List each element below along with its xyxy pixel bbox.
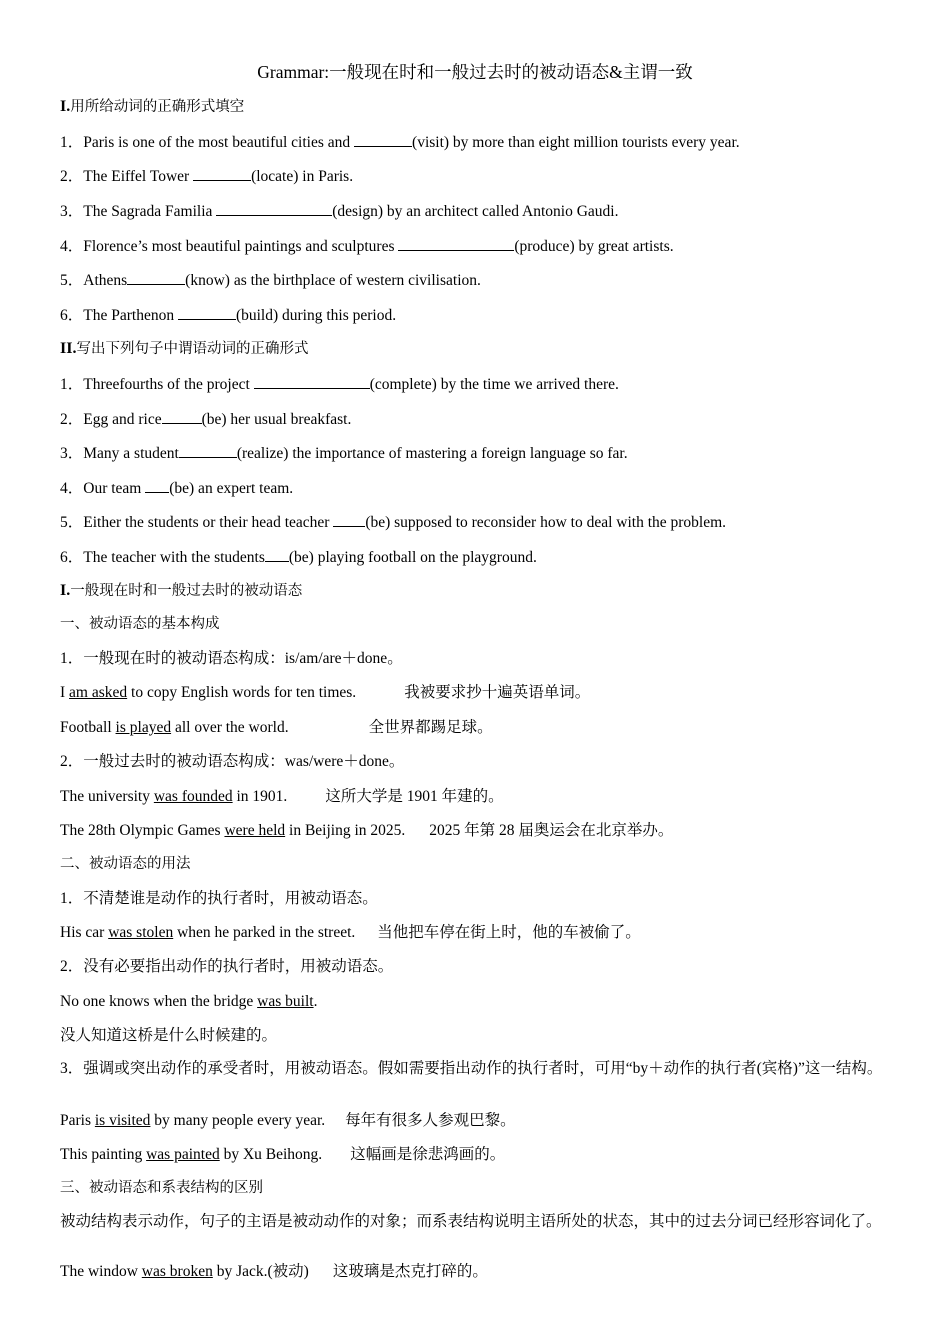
text-line (60, 1263, 892, 1280)
text-run: The 28th Olympic Games (60, 822, 225, 839)
text-run: 每年有很多人参观巴黎。 (345, 1112, 516, 1129)
answer-blank (333, 513, 365, 527)
text-run: 5．Athens (60, 272, 128, 289)
text-line (60, 202, 892, 220)
text-run: (realize) the importance of mastering a foreign language so far. (236, 445, 628, 462)
text-run: 一般现在时和一般过去时的被动语态 (70, 583, 303, 599)
section-heading (60, 340, 892, 358)
text-run: 4．Our team (60, 480, 146, 497)
text-line (60, 1112, 892, 1129)
text-line (60, 271, 892, 289)
text-line (60, 410, 892, 428)
text-line (60, 753, 892, 770)
text-run: (be) supposed to reconsider how to deal with the problem. (365, 514, 727, 531)
text-run: The university (60, 788, 154, 805)
text-run: 4．Florence’s most beautiful paintings and sculptures (60, 238, 399, 255)
text-line (60, 993, 892, 1010)
text-run: by Jack.(被动) (212, 1263, 309, 1280)
text-line (60, 444, 892, 462)
text-run: (locate) in Paris. (251, 168, 354, 185)
text-run: by many people every year. (150, 1112, 326, 1129)
text-run: 2．没有必要指出动作的执行者时，用被动语态。 (60, 958, 394, 975)
text-run: in Beijing in 2025. (285, 822, 406, 839)
text-run: 1．Paris is one of the most beautiful cities and (60, 134, 355, 151)
answer-blank (216, 202, 332, 216)
answer-blank (145, 479, 169, 493)
text-run: 6．The Parthenon (60, 307, 178, 324)
text-run: 2．The Eiffel Tower (60, 168, 194, 185)
text-run: 这幅画是徐悲鸿画的。 (350, 1146, 506, 1163)
answer-blank (354, 133, 412, 147)
underlined-verb: is played (115, 719, 172, 736)
text-run: 用所给动词的正确形式填空 (70, 99, 245, 115)
text-run: 被动结构表示动作，句子的主语是被动动作的对象；而系表结构说明主语所处的状态，其中的过去分词已经形容词化了。 (60, 1213, 882, 1230)
text-line (60, 1213, 892, 1230)
text-line (60, 375, 892, 393)
answer-blank (179, 444, 237, 458)
text-run: in 1901. (232, 788, 288, 805)
text-line (60, 479, 892, 497)
text-line (60, 548, 892, 566)
text-run: by Xu Beihong. (219, 1146, 323, 1163)
text-line (60, 650, 892, 667)
text-run: (be) an expert team. (169, 480, 294, 497)
text-run: 当他把车停在街上时，他的车被偷了。 (377, 924, 641, 941)
section-heading (60, 616, 892, 633)
answer-blank (178, 306, 236, 320)
text-run: 这所大学是 1901 年建的。 (325, 788, 504, 805)
text-run: 2．Egg and rice (60, 411, 162, 428)
text-run: to copy English words for ten times. (127, 684, 357, 701)
section-heading (60, 1180, 892, 1197)
text-run: Paris (60, 1112, 95, 1129)
text-line (60, 237, 892, 255)
text-run: (design) by an architect called Antonio Gaudi. (332, 203, 619, 220)
heading-numeral: I. (60, 98, 71, 115)
text-run: 1．不清楚谁是动作的执行者时，用被动语态。 (60, 890, 378, 907)
text-run: 3．Many a student (60, 445, 179, 462)
text-line (60, 719, 892, 736)
text-run: 全世界都踢足球。 (368, 719, 493, 736)
text-run: (produce) by great artists. (514, 238, 674, 255)
text-run: 3．强调或突出动作的承受者时，用被动语态。假如需要指出动作的执行者时，可用“by＋动作的执行者(宾格)”这一结构。 (60, 1060, 883, 1077)
underlined-verb: was broken (141, 1263, 213, 1280)
text-run: 5．Either the students or their head teacher (60, 514, 334, 531)
text-run: This painting (60, 1146, 147, 1163)
text-run: 二、被动语态的用法 (60, 856, 191, 872)
text-line (60, 1060, 892, 1077)
text-run: Football (60, 719, 116, 736)
text-run: His car (60, 924, 109, 941)
text-run: I (60, 684, 70, 701)
page-title: Grammar:一般现在时和一般过去时的被动语态&主谓一致 (257, 62, 693, 82)
text-run: when he parked in the street. (173, 924, 356, 941)
underlined-verb: is visited (94, 1112, 151, 1129)
section-heading (60, 856, 892, 873)
text-line (60, 133, 892, 151)
underlined-verb: was founded (153, 788, 233, 805)
text-run: all over the world. (171, 719, 289, 736)
text-run: (build) during this period. (235, 307, 397, 324)
answer-blank (265, 548, 289, 562)
text-run: 一、被动语态的基本构成 (60, 616, 220, 632)
text-line (60, 924, 892, 941)
text-run: The window (60, 1263, 142, 1280)
text-line (60, 788, 892, 805)
answer-blank (193, 167, 251, 181)
text-line (60, 1146, 892, 1163)
text-line (60, 167, 892, 185)
text-line (60, 684, 892, 701)
text-run: (know) as the birthplace of western civilisation. (185, 272, 481, 289)
heading-numeral: II. (60, 340, 77, 357)
answer-blank (398, 237, 514, 251)
text-run: 2．一般过去时的被动语态构成：was/were＋done。 (60, 753, 405, 770)
text-run: (be) playing football on the playground. (288, 549, 537, 566)
answer-blank (254, 375, 370, 389)
text-run: 三、被动语态和系表结构的区别 (60, 1180, 263, 1196)
text-line (60, 890, 892, 907)
answer-blank (127, 271, 185, 285)
text-line (60, 306, 892, 324)
text-run: 3．The Sagrada Familia (60, 203, 217, 220)
underlined-verb: was stolen (108, 924, 174, 941)
text-run: 6．The teacher with the students (60, 549, 265, 566)
text-line (60, 1027, 892, 1044)
heading-numeral: I. (60, 582, 71, 599)
text-run: . (313, 993, 318, 1010)
text-run: 没人知道这桥是什么时候建的。 (60, 1027, 278, 1044)
text-line (60, 822, 892, 839)
text-run: (visit) by more than eight million tourists every year. (412, 134, 740, 151)
text-run: No one knows when the bridge (60, 993, 258, 1010)
text-line (60, 958, 892, 975)
text-run: 这玻璃是杰克打碎的。 (332, 1263, 488, 1280)
section-heading (60, 582, 892, 600)
text-run: 1．一般现在时的被动语态构成：is/am/are＋done。 (60, 650, 403, 667)
underlined-verb: were held (224, 822, 286, 839)
answer-blank (162, 410, 202, 424)
underlined-verb: am asked (69, 684, 128, 701)
section-heading (60, 98, 892, 116)
text-run: 我被要求抄十遍英语单词。 (404, 684, 591, 701)
underlined-verb: was built (257, 993, 314, 1010)
text-run: (be) her usual breakfast. (201, 411, 352, 428)
text-run: 2025 年第 28 届奥运会在北京举办。 (429, 822, 674, 839)
underlined-verb: was painted (146, 1146, 220, 1163)
text-line (60, 513, 892, 531)
text-run: 写出下列句子中谓语动词的正确形式 (76, 341, 309, 357)
text-run: 1．Threefourths of the project (60, 376, 254, 393)
text-run: (complete) by the time we arrived there. (369, 376, 619, 393)
